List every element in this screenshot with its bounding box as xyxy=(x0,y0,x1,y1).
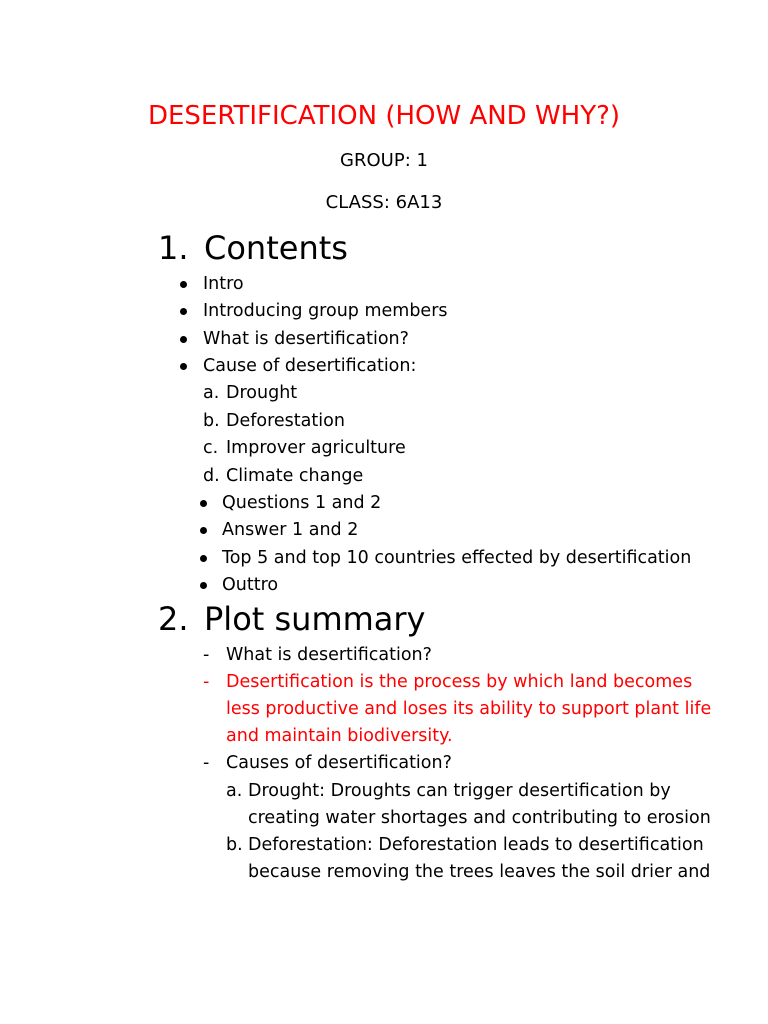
cause-detail-marker: a. xyxy=(226,781,243,801)
bullet-icon xyxy=(200,582,207,589)
contents-item: Intro xyxy=(203,274,244,294)
cause-detail-line: creating water shortages and contributing to erosion xyxy=(248,808,711,828)
cause-marker: b. xyxy=(203,411,220,431)
dash-marker: - xyxy=(203,645,210,665)
bullet-icon xyxy=(200,527,207,534)
cause-marker: d. xyxy=(203,466,220,486)
plot-summary-heading-text: Plot summary xyxy=(204,600,426,638)
cause-detail-line: Deforestation: Deforestation leads to desertification xyxy=(248,835,704,855)
cause-marker: a. xyxy=(203,383,220,403)
contents-heading-number: 1. xyxy=(158,229,189,267)
document-title: DESERTIFICATION (HOW AND WHY?) xyxy=(147,101,621,131)
cause-item: Drought xyxy=(226,383,298,403)
dash-marker: - xyxy=(203,672,210,692)
bullet-icon xyxy=(180,363,187,370)
cause-marker: c. xyxy=(203,438,219,458)
class-line: CLASS: 6A13 xyxy=(325,192,443,213)
contents-item: Top 5 and top 10 countries effected by desertification xyxy=(222,548,692,568)
plot-answer-line: less productive and loses its ability to support plant life xyxy=(226,699,712,719)
plot-answer-line: and maintain biodiversity. xyxy=(226,726,453,746)
plot-summary-heading xyxy=(158,597,425,641)
dash-marker: - xyxy=(203,753,210,773)
contents-item: What is desertification? xyxy=(203,329,409,349)
contents-heading xyxy=(158,226,348,270)
contents-item: Cause of desertification: xyxy=(203,356,417,376)
contents-item: Questions 1 and 2 xyxy=(222,493,382,513)
plot-summary-heading-number: 2. xyxy=(158,600,189,638)
contents-item: Outtro xyxy=(222,575,279,595)
cause-detail-line: Drought: Droughts can trigger desertification by xyxy=(248,781,671,801)
bullet-icon xyxy=(200,555,207,562)
plot-question: What is desertification? xyxy=(226,645,432,665)
contents-item: Answer 1 and 2 xyxy=(222,520,359,540)
cause-item: Climate change xyxy=(226,466,364,486)
bullet-icon xyxy=(180,281,187,288)
contents-heading-text: Contents xyxy=(204,229,348,267)
plot-question: Causes of desertification? xyxy=(226,753,452,773)
contents-item: Introducing group members xyxy=(203,301,448,321)
cause-detail-line: because removing the trees leaves the soil drier and xyxy=(248,862,711,882)
cause-item: Deforestation xyxy=(226,411,345,431)
cause-detail-marker: b. xyxy=(226,835,243,855)
plot-answer-line: Desertification is the process by which land becomes xyxy=(226,672,693,692)
bullet-icon xyxy=(200,500,207,507)
group-line: GROUP: 1 xyxy=(340,150,428,171)
bullet-icon xyxy=(180,336,187,343)
cause-item: Improver agriculture xyxy=(226,438,406,458)
bullet-icon xyxy=(180,308,187,315)
